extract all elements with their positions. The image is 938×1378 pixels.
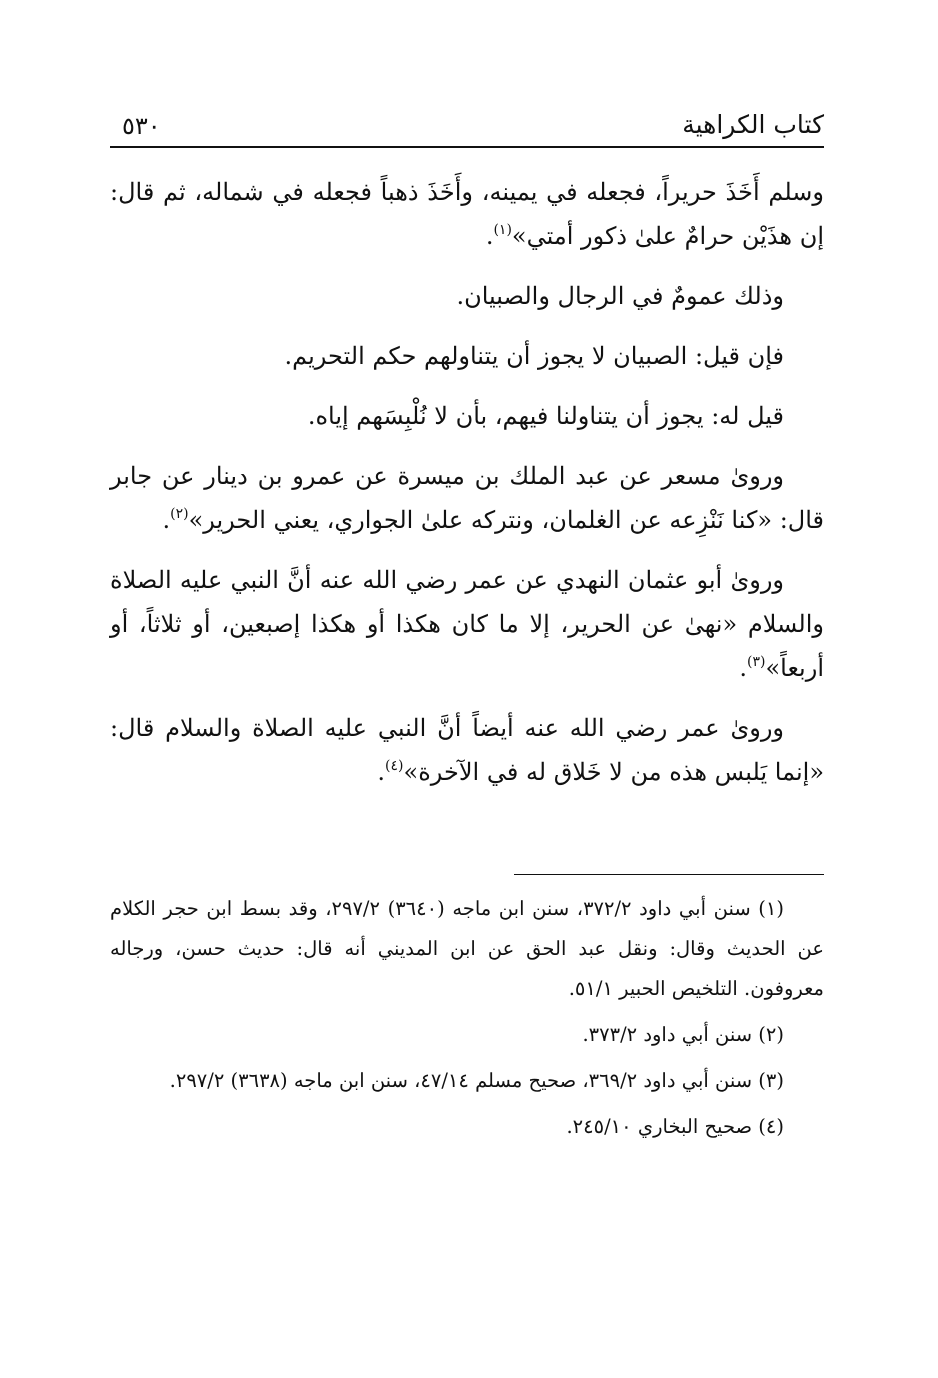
paragraph: وروىٰ مسعر عن عبد الملك بن ميسرة عن عمرو بن دينار عن جابر قال: «كنا نَنْزِعه عن الغلمان، ونتركه علىٰ الجواري، يعني الحرير»$^{(٢)}$. — [110, 462, 824, 534]
footnotes — [110, 889, 824, 1147]
paragraph: وروىٰ عمر رضي الله عنه أيضاً أنَّ النبي عليه الصلاة والسلام قال: «إنما يَلبس هذه من لا خَلاق له في الآخرة»$^{(٤)}$. — [110, 714, 824, 786]
footnote: (١) سنن أبي داود ٣٧٢/٢، سنن ابن ماجه (٣٦٤٠) ٢٩٧/٢، وقد بسط ابن حجر الكلام عن الحديث وقال: ونقل عبد الحق عن ابن المديني أنه قال: حديث حسن، ورجاله معروفون. التلخيص الحبير ٥١/١. — [110, 897, 824, 1000]
page-number: ٥٣٠ — [122, 112, 161, 140]
paragraph: وروىٰ أبو عثمان النهدي عن عمر رضي الله عنه أنَّ النبي عليه الصلاة والسلام «نهىٰ عن الحرير، إلا ما كان هكذا أو هكذا إصبعين، أو ثلاثاً، أو أربعاً»$^{(٣)}$. — [110, 566, 824, 682]
paragraph: وذلك عمومٌ في الرجال والصبيان. — [456, 282, 784, 310]
footnote-ref: (٢) — [170, 506, 189, 522]
book-page — [110, 100, 824, 1153]
paragraph: وسلم أَخَذَ حريراً، فجعله في يمينه، وأَخَذَ ذهباً فجعله في شماله، ثم قال: إن هذَيْن حرامٌ علىٰ ذكور أمتي»$^{(١)}$. — [110, 178, 824, 250]
footnote-divider — [514, 874, 824, 875]
footnote-ref: (١) — [493, 222, 512, 238]
chapter-title: كتاب الكراهية — [682, 110, 824, 139]
paragraph: فإن قيل: الصبيان لا يجوز أن يتناولهم حكم التحريم. — [284, 342, 784, 370]
footnote-ref: (٤) — [385, 758, 404, 774]
footnote: (٢) سنن أبي داود ٣٧٣/٢. — [582, 1023, 784, 1046]
footnote: (٤) صحيح البخاري ٢٤٥/١٠. — [566, 1115, 784, 1138]
paragraph: قيل له: يجوز أن يتناولنا فيهم، بأن لا نُلْبِسَهم إياه. — [307, 402, 784, 430]
running-header — [110, 100, 824, 148]
footnote-ref: (٣) — [747, 654, 766, 670]
footnote: (٣) سنن أبي داود ٣٦٩/٢، صحيح مسلم ٤٧/١٤، سنن ابن ماجه (٣٦٣٨) ٢٩٧/٢. — [169, 1069, 784, 1092]
main-text — [110, 170, 824, 794]
